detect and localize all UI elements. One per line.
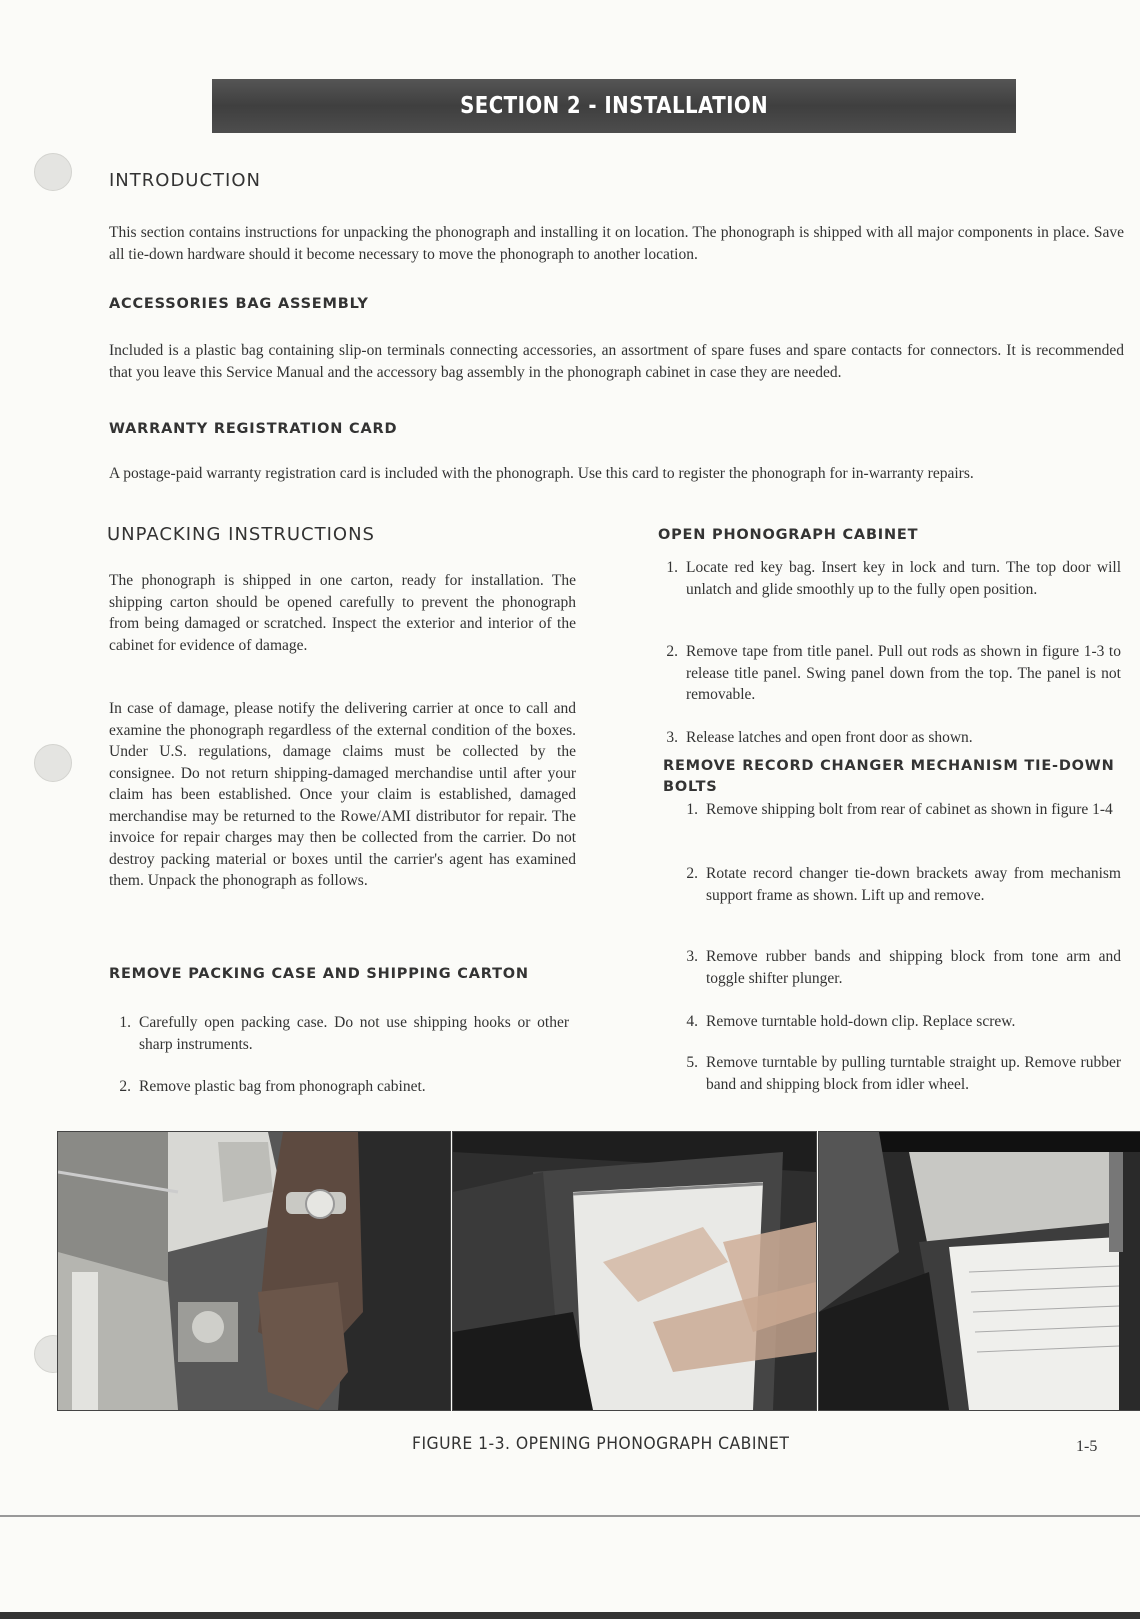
list-item-number: 3. xyxy=(666,729,678,746)
warranty-heading: WARRANTY REGISTRATION CARD xyxy=(109,421,398,437)
accessories-heading: ACCESSORIES BAG ASSEMBLY xyxy=(109,296,369,312)
page-number: 1-5 xyxy=(1076,1438,1098,1455)
punch-hole-top xyxy=(34,153,72,191)
remove-record-heading: REMOVE RECORD CHANGER MECHANISM TIE-DOWN BOLTS xyxy=(663,758,1115,795)
list-item-number: 3. xyxy=(686,948,698,965)
page-edge xyxy=(0,1612,1140,1619)
list-item-text: Rotate record changer tie-down brackets away from mechanism support frame as shown. Lift up and remove. xyxy=(706,865,1121,904)
warranty-text: A postage-paid warranty registration card is included with the phonograph. Use this card to register the phonograph for in-warranty repairs. xyxy=(109,465,974,482)
list-item xyxy=(676,863,1121,906)
unpacking-paragraph-1: The phonograph is shipped in one carton, ready for installation. The shipping carton should be opened carefully to prevent the phonograph from being damaged or scratched. Inspect the exterior and interior of the cabinet for evidence of damage. xyxy=(109,572,576,654)
list-item-number: 2. xyxy=(119,1078,131,1095)
list-item-number: 1. xyxy=(666,559,678,576)
list-item-text: Remove shipping bolt from rear of cabinet as shown in figure 1-4 xyxy=(706,801,1113,818)
list-item-text: Remove tape from title panel. Pull out rods as shown in figure 1-3 to release title panel. Swing panel down from the top. The panel is not removable. xyxy=(686,643,1121,703)
list-item-number: 1. xyxy=(686,801,698,818)
punch-hole-middle xyxy=(34,744,72,782)
unpacking-paragraph-2: In case of damage, please notify the delivering carrier at once to call and examine the phonograph regardless of the external condition of the boxes. Under U.S. regulations, damage claims must be collected by the consignee. Do not return shipping-damaged merchandise until after your claim has been established. Once your claim is established, damaged merchandise may be returned to the Rowe/AMI distributor for repair. The invoice for repair charges may then be collected from the carrier. Do not destroy packing material or boxes until the carrier's agent has examined them. Unpack the phonograph as follows. xyxy=(109,700,576,889)
open-cabinet-heading: OPEN PHONOGRAPH CABINET xyxy=(658,527,919,543)
list-item xyxy=(656,641,1121,706)
list-item-text: Locate red key bag. Insert key in lock and turn. The top door will unlatch and glide smoothly up to the fully open position. xyxy=(686,559,1121,598)
list-item xyxy=(656,727,1121,749)
introduction-heading: INTRODUCTION xyxy=(109,170,261,191)
list-item xyxy=(109,1076,569,1098)
list-item-number: 5. xyxy=(686,1054,698,1071)
list-item-text: Release latches and open front door as shown. xyxy=(686,729,973,746)
list-item xyxy=(676,799,1121,821)
list-item xyxy=(656,557,1121,600)
introduction-text: This section contains instructions for unpacking the phonograph and installing it on location. The phonograph is shipped with all major components in place. Save all tie-down hardware should it become necessary to move the phonograph to another location. xyxy=(109,224,1124,263)
figure-caption: FIGURE 1-3. OPENING PHONOGRAPH CABINET xyxy=(412,1434,790,1454)
accessories-text: Included is a plastic bag containing slip-on terminals connecting accessories, an assortment of spare fuses and spare contacts for connectors. It is recommended that you leave this Service Manual and the accessory bag assembly in the phonograph cabinet in case they are needed. xyxy=(109,342,1124,381)
list-item-text: Remove turntable hold-down clip. Replace screw. xyxy=(706,1013,1016,1030)
list-item xyxy=(676,1011,1121,1033)
list-item-text: Remove plastic bag from phonograph cabinet. xyxy=(139,1078,426,1095)
unpacking-heading: UNPACKING INSTRUCTIONS xyxy=(107,524,375,545)
section-banner xyxy=(212,79,1016,133)
list-item xyxy=(109,1012,569,1055)
photo-title-panel xyxy=(452,1131,817,1411)
remove-packing-heading: REMOVE PACKING CASE AND SHIPPING CARTON xyxy=(109,966,529,982)
list-item-number: 1. xyxy=(119,1014,131,1031)
list-item-number: 2. xyxy=(666,643,678,660)
section-title: SECTION 2 - INSTALLATION xyxy=(459,93,769,119)
list-item-text: Remove turntable by pulling turntable straight up. Remove rubber band and shipping block from idler wheel. xyxy=(706,1054,1121,1093)
list-item-text: Remove rubber bands and shipping block from tone arm and toggle shifter plunger. xyxy=(706,948,1121,987)
list-item-number: 2. xyxy=(686,865,698,882)
photo-hand-unlocking-door xyxy=(57,1131,451,1411)
bottom-divider xyxy=(0,1515,1140,1517)
photo-open-cabinet xyxy=(818,1131,1140,1411)
list-item-text: Carefully open packing case. Do not use shipping hooks or other sharp instruments. xyxy=(139,1014,569,1053)
list-item-number: 4. xyxy=(686,1013,698,1030)
list-item xyxy=(676,1052,1121,1095)
list-item xyxy=(676,946,1121,989)
